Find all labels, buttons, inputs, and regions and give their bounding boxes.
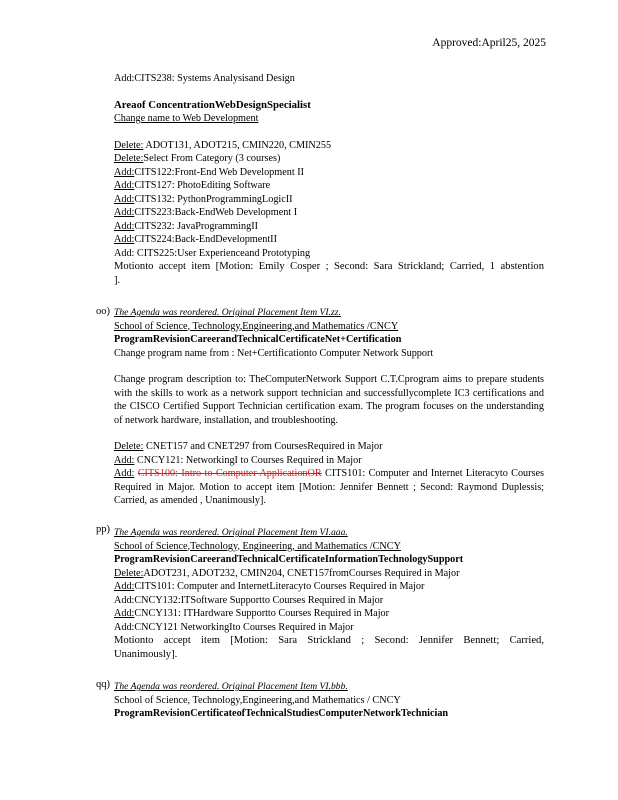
add-item (114, 179, 544, 193)
program-title: ProgramRevisionCertificateofTechnicalStudiesComputerNetworkTechnician (114, 708, 449, 719)
add-text: CITS224:Back-EndDevelopmentII (134, 234, 277, 245)
add-text: Add:CNCY121 NetworkingIto Courses Required in Major (114, 621, 354, 633)
aoc-title: Areaof ConcentrationWebDesignSpecialist (114, 98, 311, 111)
delete-line (114, 567, 544, 581)
delete-label: Delete: (114, 441, 144, 452)
add-item (114, 233, 544, 247)
item-pp (114, 526, 544, 662)
description-paragraph: Change program description to: TheComputerNetwork Support C.T.Cprogram aims to prepare students with the skills to work as a network support technician and successfullycomplete IC3 certifications and the CISCO Certified Support Technician certification exam. The program focuses on the understanding of network hardware, installation, and troubleshooting. (114, 374, 544, 426)
add-item (114, 166, 544, 180)
add-text: CNCY131: ITHardware Supportto Courses Required in Major (134, 608, 390, 619)
add-text: CITS223:Back-EndWeb Development I (134, 207, 298, 218)
add-text: CITS101: Computer and InternetLiteracyto Courses Required in Major (134, 581, 425, 592)
last-add: Add: CITS225:User Experienceand Prototyping (114, 247, 311, 259)
add-label: Add: (114, 454, 135, 466)
item-oo (114, 306, 544, 508)
add-item (114, 621, 544, 635)
delete-text: ADOT131, ADOT215, CMIN220, CMIN255 (143, 139, 332, 151)
agenda-note: The Agenda was reordered. Original Placement Item VI.zz. (114, 307, 341, 318)
add-item (114, 580, 544, 594)
change-name-line: Change program name from : Net+Certificationto Computer Network Support (114, 347, 434, 359)
add-text: CITS232: JavaProgrammingII (134, 220, 259, 232)
add-item (114, 607, 544, 621)
add-item (114, 193, 544, 207)
add-label: Add: (114, 166, 135, 178)
delete-text: Select From Category (3 courses) (143, 153, 281, 164)
agenda-note: The Agenda was reordered. Original Placement Item VI.bbb. (114, 681, 348, 692)
add-text: CNCY121: NetworkingI to Courses Required in Major (134, 454, 362, 466)
delete-text: CNET157 and CNET297 from CoursesRequired in Major (143, 441, 383, 452)
add-label: Add: (114, 234, 135, 245)
agenda-note: The Agenda was reordered. Original Placement Item VI.aaa. (114, 527, 348, 538)
delete-label: Delete: (114, 139, 144, 151)
add-item (114, 206, 544, 220)
delete-line (114, 440, 544, 454)
item-qq (114, 680, 544, 721)
item-letter-pp: pp) (96, 524, 110, 535)
add-label: Add: (114, 581, 135, 592)
add-text: CITS127: PhotoEditing Software (134, 180, 271, 191)
program-title: ProgramRevisionCareerandTechnicalCertificateNet+Certification (114, 334, 402, 345)
add-text: CITS122:Front-End Web Development II (134, 166, 304, 178)
add-item-amended (114, 467, 544, 508)
add-label: Add: (114, 180, 135, 191)
delete-line (114, 139, 544, 153)
aoc-change: Change name to Web Development (114, 113, 259, 124)
delete-label: Delete: (114, 153, 144, 164)
delete-text: ADOT231, ADOT232, CMIN204, CNET157fromCourses Required in Major (143, 567, 460, 579)
add-label: Add: (114, 193, 135, 205)
motion-text: Motionto accept item [Motion: Emily Cosper ; Second: Sara Strickland; Carried, 1 abstention ]. (114, 261, 544, 286)
program-title: ProgramRevisionCareerandTechnicalCertificateInformationTechnologySupport (114, 554, 464, 565)
delete-line-2 (114, 152, 544, 166)
add-text: CITS101: Computer and Internet Literacyto Courses Required in Major. Motion to accept item [Motion: Jennifer Bennett ; Second: Raymond Duplessis; Carried, as amended , Unanimously]. (114, 468, 544, 506)
add-label: Add: (114, 608, 135, 619)
add-text: Add:CNCY132:ITSoftware Supportto Courses Required in Major (114, 594, 384, 606)
add-item (114, 594, 544, 608)
school-line: School of Science, Technology,Engineering,and Mathematics / CNCY (114, 694, 401, 706)
add-text: CITS132: PythonProgrammingLogicII (134, 193, 293, 205)
school-line: School of Science,Technology, Engineering, and Mathematics /CNCY (114, 540, 401, 552)
item-letter-oo: oo) (96, 306, 110, 317)
section-top (114, 72, 544, 288)
motion-text: Motionto accept item [Motion: Sara Strickland ; Second: Jennifer Bennett; Carried, Unanimously]. (114, 635, 544, 660)
add-item (114, 454, 544, 468)
approved-date: Approved:April25, 2025 (432, 37, 546, 49)
add-item (114, 220, 544, 234)
struck-course: CITS100: Intro to Computer ApplicationOR (137, 468, 322, 479)
add-label: Add: (114, 220, 135, 232)
add-label: Add: (114, 207, 135, 218)
add-label: Add: (114, 468, 135, 479)
add-line: Add:CITS238: Systems Analysisand Design (114, 73, 295, 84)
school-line: School of Science, Technology,Engineering,and Mathematics /CNCY (114, 320, 399, 332)
item-letter-qq: qq) (96, 679, 110, 690)
delete-label: Delete: (114, 567, 144, 579)
